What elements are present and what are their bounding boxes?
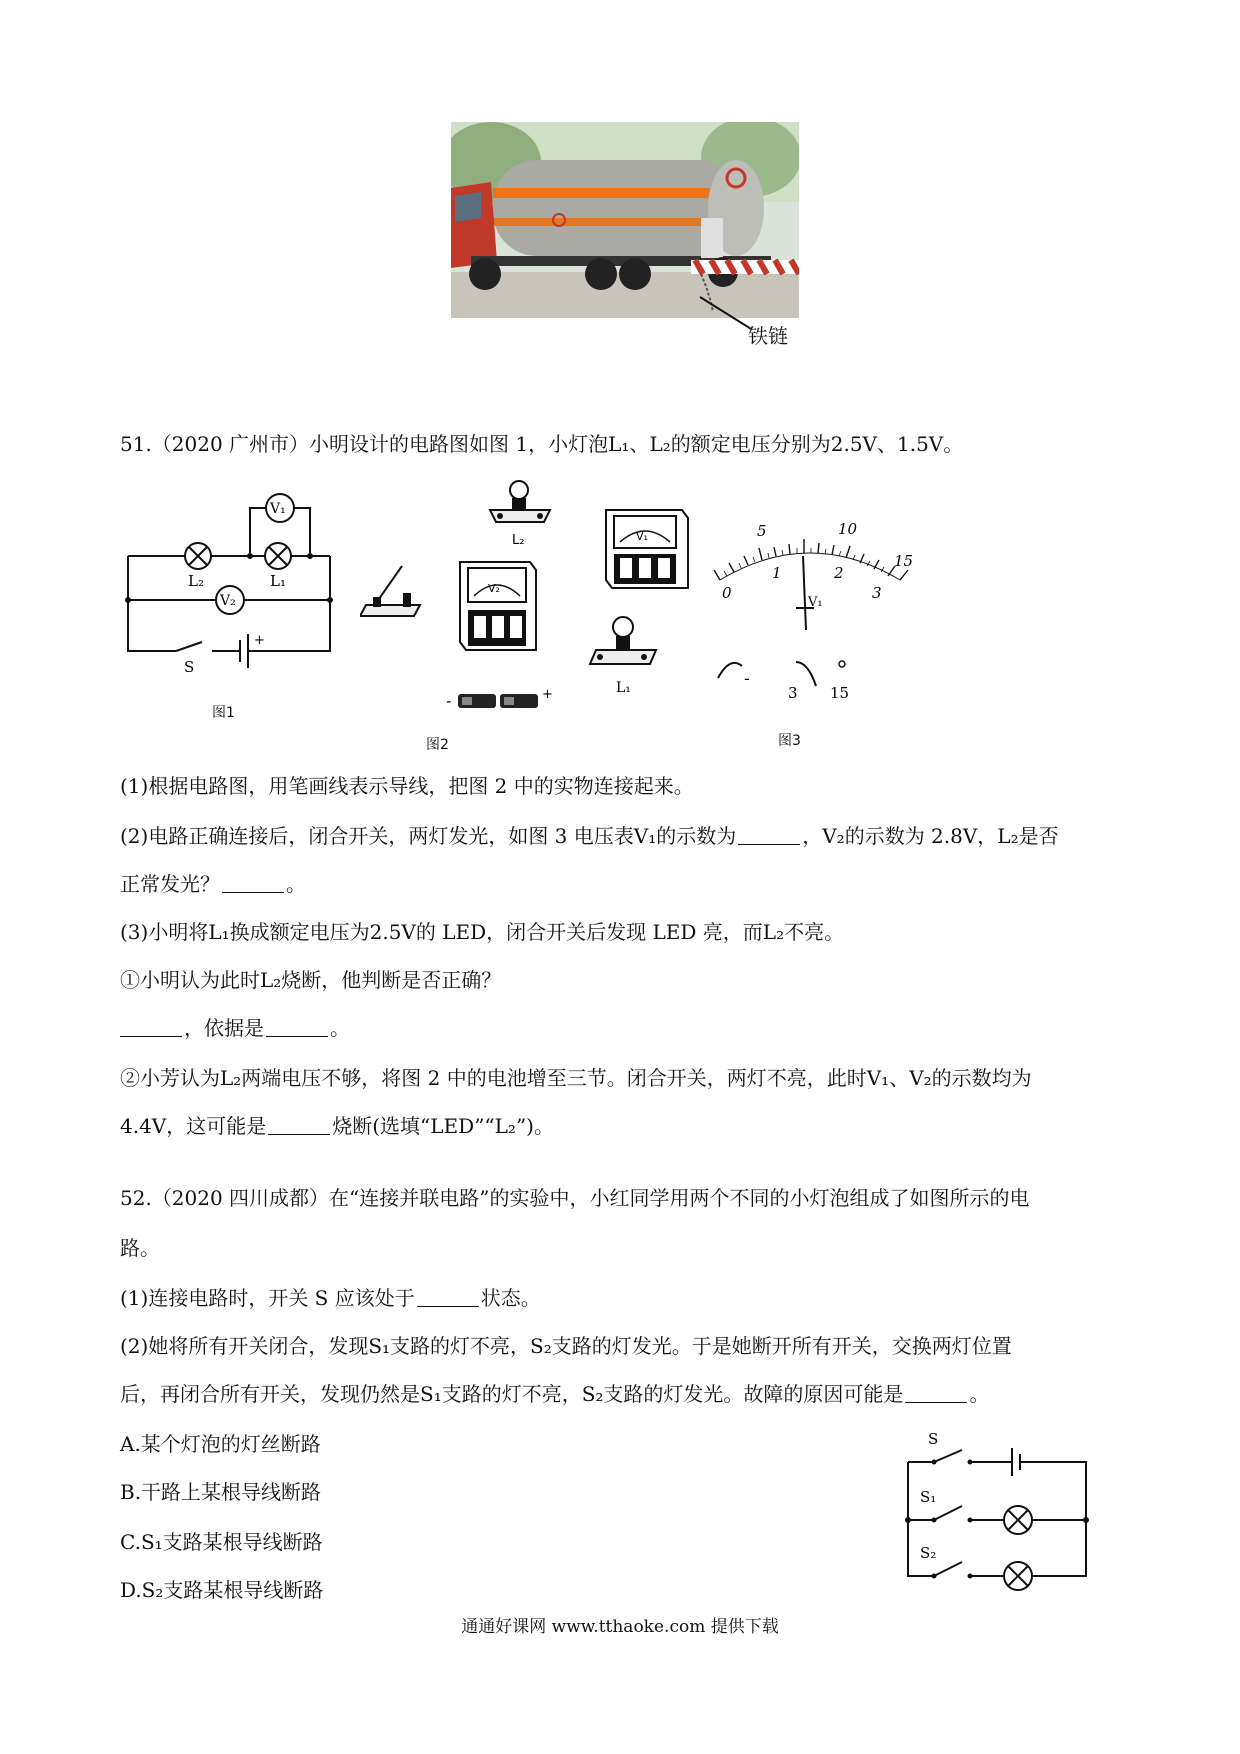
- answer-blank[interactable]: [266, 1018, 328, 1037]
- q51-sub-1-answer: [120, 1016, 350, 1040]
- q52-part-2-line-1: (2)她将所有开关闭合，发现S₁支路的灯不亮，S₂支路的灯发光。于是她断开所有开关，交换两灯位置: [120, 1334, 1012, 1358]
- q52-switch-s1-label: S₁: [920, 1488, 937, 1506]
- q51-sub-1-text-a: ，依据是: [184, 1016, 264, 1040]
- q52-part-2-line-2: [120, 1382, 989, 1406]
- q51-part-3: (3)小明将L₁换成额定电压为2.5V的 LED，闭合开关后发现 LED 亮，而L₂不亮。: [120, 920, 845, 944]
- q51-sub-2-line-2: [120, 1114, 554, 1138]
- chain-label: 铁链: [748, 324, 788, 348]
- q52-parallel-circuit-figure: [900, 1426, 1100, 1596]
- fig1-v2-label: V₂: [220, 593, 236, 609]
- q52-option-d: D.S₂支路某根导线断路: [120, 1578, 324, 1602]
- fig3-terminal-15: 15: [830, 684, 850, 702]
- fig3-tick-3: 3: [872, 584, 882, 602]
- fig3-tick-15: 15: [894, 552, 914, 570]
- fig3-needle: [803, 556, 806, 630]
- q51-part-2-text-c: 正常发光？: [120, 872, 220, 896]
- fig2-minus-label: -: [446, 692, 452, 710]
- page-footer: 通通好课网 www.tthaoke.com 提供下载: [461, 1617, 779, 1637]
- fig2-v2-label: V₂: [488, 582, 500, 595]
- fig2-bulb-l1: [590, 617, 656, 664]
- fig2-l1-label: L₁: [616, 680, 631, 696]
- answer-blank[interactable]: [120, 1018, 182, 1037]
- q51-sub-2-text-b: 4.4V，这可能是: [120, 1114, 267, 1138]
- fig3-tick-5: 5: [757, 522, 767, 540]
- fig2-switch: [360, 566, 420, 616]
- q51-part-2-text-a: (2)电路正确连接后，闭合开关，两灯发光，如图 3 电压表V₁的示数为: [120, 824, 737, 848]
- q52-switch-s2-label: S₂: [920, 1544, 937, 1562]
- q52-option-b: B.干路上某根导线断路: [120, 1480, 322, 1504]
- fig3-meter-label: V₁: [808, 595, 823, 610]
- fig1-v1-label: V₁: [270, 501, 286, 517]
- fig2-batteries: [458, 694, 538, 708]
- q51-figure-1-circuit: [120, 486, 340, 686]
- q52-stem-line-1: 52.（2020 四川成都）在“连接并联电路”的实验中，小红同学用两个不同的小灯泡组成了如图所示的电: [120, 1186, 1030, 1210]
- q52-option-a: A.某个灯泡的灯丝断路: [120, 1432, 321, 1456]
- fig2-l2-label: L₂: [512, 533, 525, 548]
- q52-part-1: [120, 1286, 541, 1310]
- fig2-v1-label: V₁: [636, 530, 648, 543]
- q51-sub-2-line-1: ②小芳认为L₂两端电压不够，将图 2 中的电池增至三节。闭合开关，两灯不亮，此时V₁、V₂的示数均为: [120, 1066, 1032, 1090]
- q52-stem-line-2: 路。: [120, 1236, 160, 1260]
- q52-part-1-text-b: 状态。: [480, 1286, 541, 1310]
- answer-blank[interactable]: [417, 1288, 479, 1307]
- fig2-bulb-l2: [490, 481, 550, 522]
- fig3-minus-terminal: -: [744, 669, 750, 688]
- answer-blank[interactable]: [222, 874, 284, 893]
- q51-stem: 51.（2020 广州市）小明设计的电路图如图 1，小灯泡L₁、L₂的额定电压分别为2.5V、1.5V。: [120, 432, 964, 456]
- fig1-switch-label: S: [184, 658, 195, 676]
- q51-part-2-text-b: ，V₂的示数为 2.8V，L₂是否: [802, 824, 1059, 848]
- fig1-l1-label: L₁: [270, 572, 286, 590]
- svg-text:+: +: [254, 633, 265, 648]
- q51-sub-1-text-b: 。: [330, 1016, 350, 1040]
- q51-part-1: (1)根据电路图，用笔画线表示导线，把图 2 中的实物连接起来。: [120, 774, 694, 798]
- fig3-tick-2: 2: [834, 564, 844, 582]
- q51-figure-2-components: [360, 470, 700, 720]
- q52-switch-s-label: S: [928, 1430, 939, 1448]
- fig3-tick-10: 10: [838, 520, 858, 538]
- fig2-voltmeter-v1: [606, 510, 688, 588]
- fig1-l2-label: L₂: [188, 572, 204, 590]
- fig3-terminal-3: 3: [788, 684, 798, 702]
- q51-sub-2-text-c: 烧断(选填“LED”“L₂”)。: [332, 1114, 554, 1138]
- q52-part-1-text-a: (1)连接电路时，开关 S 应该处于: [120, 1286, 415, 1310]
- fig2-plus-label: +: [542, 687, 553, 702]
- q51-part-2-line-1: [120, 824, 1059, 848]
- answer-blank[interactable]: [738, 826, 800, 845]
- fig2-voltmeter-v2: [460, 562, 536, 650]
- fig1-caption: 图1: [212, 705, 235, 721]
- q52-part-2-text-c: 。: [969, 1382, 990, 1406]
- fig3-tick-1: 1: [772, 564, 782, 582]
- tanker-truck-photo: [451, 122, 799, 318]
- q51-part-2-text-d: 。: [286, 872, 306, 896]
- answer-blank[interactable]: [905, 1384, 967, 1403]
- fig2-caption: 图2: [426, 737, 449, 753]
- q51-sub-1: ①小明认为此时L₂烧断，他判断是否正确？: [120, 968, 502, 992]
- q52-option-c: C.S₁支路某根导线断路: [120, 1530, 323, 1554]
- fig3-caption: 图3: [778, 733, 801, 749]
- answer-blank[interactable]: [268, 1116, 330, 1135]
- q52-part-2-text-b: 后，再闭合所有开关，发现仍然是S₁支路的灯不亮，S₂支路的灯发光。故障的原因可能是: [120, 1382, 904, 1406]
- q51-figure-3-meter: [700, 506, 920, 716]
- fig3-tick-0: 0: [722, 584, 732, 602]
- q51-part-2-line-2: [120, 872, 306, 896]
